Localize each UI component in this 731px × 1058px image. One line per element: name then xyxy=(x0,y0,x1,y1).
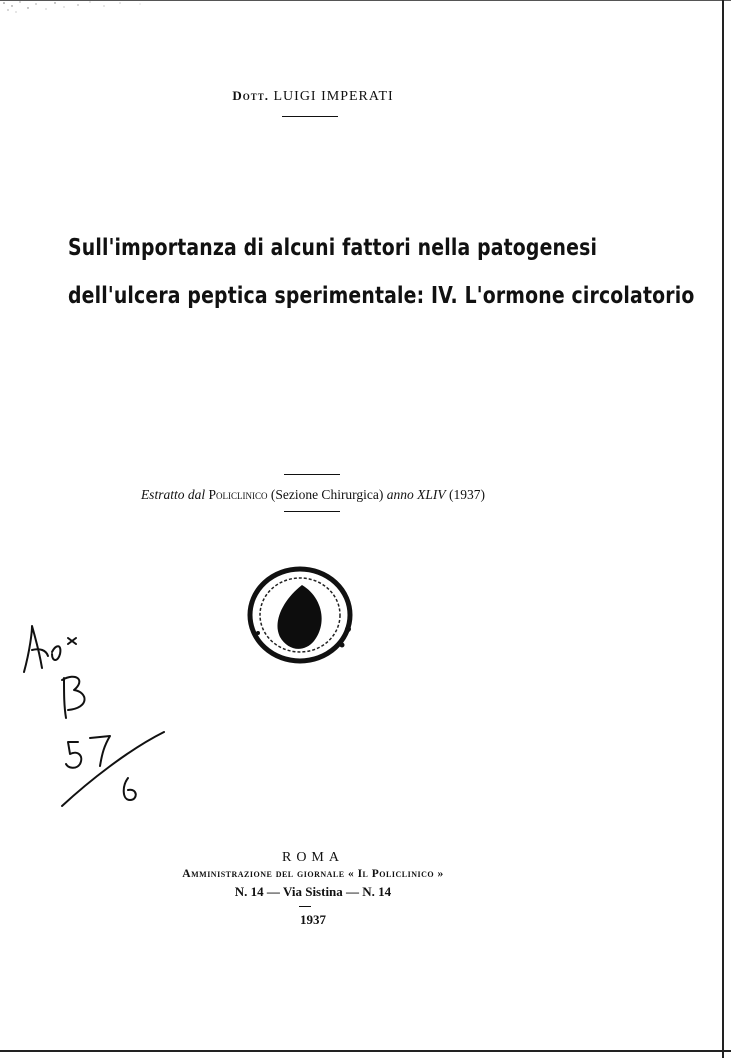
imprint-rule xyxy=(299,906,311,907)
imprint-address: N. 14 — Via Sistina — N. 14 xyxy=(234,884,392,899)
imprint-city: ROMA xyxy=(281,850,344,865)
handwriting-marks xyxy=(18,610,168,810)
anno-label: anno xyxy=(386,487,414,502)
volume-number: XLIV xyxy=(417,487,446,502)
extract-rule-bottom xyxy=(284,511,340,512)
paper-title xyxy=(68,224,695,320)
author-prefix: Dott. xyxy=(232,88,269,103)
scan-noise xyxy=(0,0,160,14)
title-line-2: dell'ulcera peptica sperimentale: IV. L'ormone circolatorio xyxy=(68,283,695,309)
author-rule xyxy=(282,116,338,117)
journal-name: Policlinico xyxy=(208,487,268,502)
imprint-year: 1937 xyxy=(300,912,326,927)
author-name: LUIGI IMPERATI xyxy=(273,89,394,104)
imprint-administration: Amministrazione del giornale « Il Policlinico » xyxy=(182,868,444,880)
extract-line xyxy=(0,487,626,503)
journal-section: (Sezione Chirurgica) xyxy=(270,487,384,502)
extract-rule-top xyxy=(284,474,340,475)
extract-year: (1937) xyxy=(449,487,486,502)
scan-border-bottom xyxy=(0,1050,731,1052)
library-stamp xyxy=(244,563,360,667)
extract-label: Estratto dal xyxy=(140,487,206,502)
title-line-1: Sull'importanza di alcuni fattori nella patogenesi xyxy=(68,235,598,261)
author-line xyxy=(0,88,626,105)
handwritten-notes xyxy=(18,610,168,810)
scan-border-right xyxy=(722,0,724,1058)
